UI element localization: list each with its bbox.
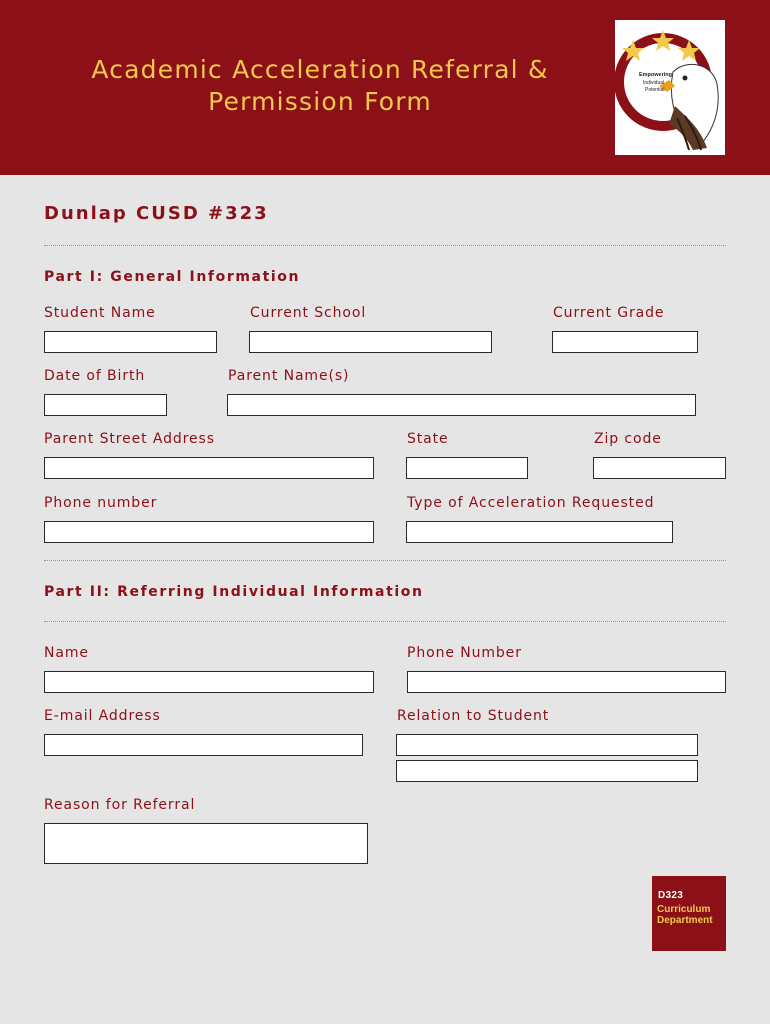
phone-number-label: Phone number xyxy=(44,495,158,511)
header-banner xyxy=(0,0,770,175)
current-grade-label: Current Grade xyxy=(553,305,665,321)
state-field[interactable] xyxy=(406,457,528,479)
eagle-logo-icon xyxy=(615,20,725,155)
badge-code: D323 xyxy=(658,890,684,901)
form-title-line2: Permission Form xyxy=(208,87,432,116)
badge-line2: Department xyxy=(657,915,713,926)
current-school-field[interactable] xyxy=(249,331,492,353)
current-grade-field[interactable] xyxy=(552,331,698,353)
email-address-field[interactable] xyxy=(44,734,363,756)
parent-street-address-field[interactable] xyxy=(44,457,374,479)
phone-number-field[interactable] xyxy=(44,521,374,543)
referrer-phone-field[interactable] xyxy=(407,671,726,693)
date-of-birth-label: Date of Birth xyxy=(44,368,146,384)
divider xyxy=(44,621,726,622)
referrer-phone-label: Phone Number xyxy=(407,645,522,661)
relation-to-student-field[interactable] xyxy=(396,734,698,756)
reason-for-referral-field[interactable] xyxy=(44,823,368,864)
referrer-name-label: Name xyxy=(44,645,89,661)
parent-names-field[interactable] xyxy=(227,394,696,416)
svg-text:Individual: Individual xyxy=(643,80,665,86)
relation-to-student-label: Relation to Student xyxy=(397,708,550,724)
divider xyxy=(44,245,726,246)
district-logo xyxy=(615,20,725,155)
svg-text:Potential: Potential xyxy=(645,87,665,93)
referrer-name-field[interactable] xyxy=(44,671,374,693)
relation-to-student-field-2[interactable] xyxy=(396,760,698,782)
parent-street-address-label: Parent Street Address xyxy=(44,431,215,447)
zip-code-field[interactable] xyxy=(593,457,726,479)
part2-title: Part II: Referring Individual Information xyxy=(44,584,424,600)
zip-code-label: Zip code xyxy=(594,431,662,447)
acceleration-type-field[interactable] xyxy=(406,521,673,543)
curriculum-department-badge xyxy=(652,876,726,951)
email-address-label: E-mail Address xyxy=(44,708,161,724)
svg-text:Empowering: Empowering xyxy=(639,72,673,78)
student-name-field[interactable] xyxy=(44,331,217,353)
reason-for-referral-label: Reason for Referral xyxy=(44,797,196,813)
state-label: State xyxy=(407,431,449,447)
district-name: Dunlap CUSD #323 xyxy=(44,203,269,224)
current-school-label: Current School xyxy=(250,305,367,321)
badge-department xyxy=(657,904,713,926)
divider xyxy=(44,560,726,561)
acceleration-type-label: Type of Acceleration Requested xyxy=(407,495,655,511)
student-name-label: Student Name xyxy=(44,305,156,321)
part1-title: Part I: General Information xyxy=(44,269,301,285)
badge-line1: Curriculum xyxy=(657,904,711,915)
date-of-birth-field[interactable] xyxy=(44,394,167,416)
form-title xyxy=(60,54,580,118)
parent-names-label: Parent Name(s) xyxy=(228,368,350,384)
form-title-line1: Academic Acceleration Referral & xyxy=(91,55,549,84)
